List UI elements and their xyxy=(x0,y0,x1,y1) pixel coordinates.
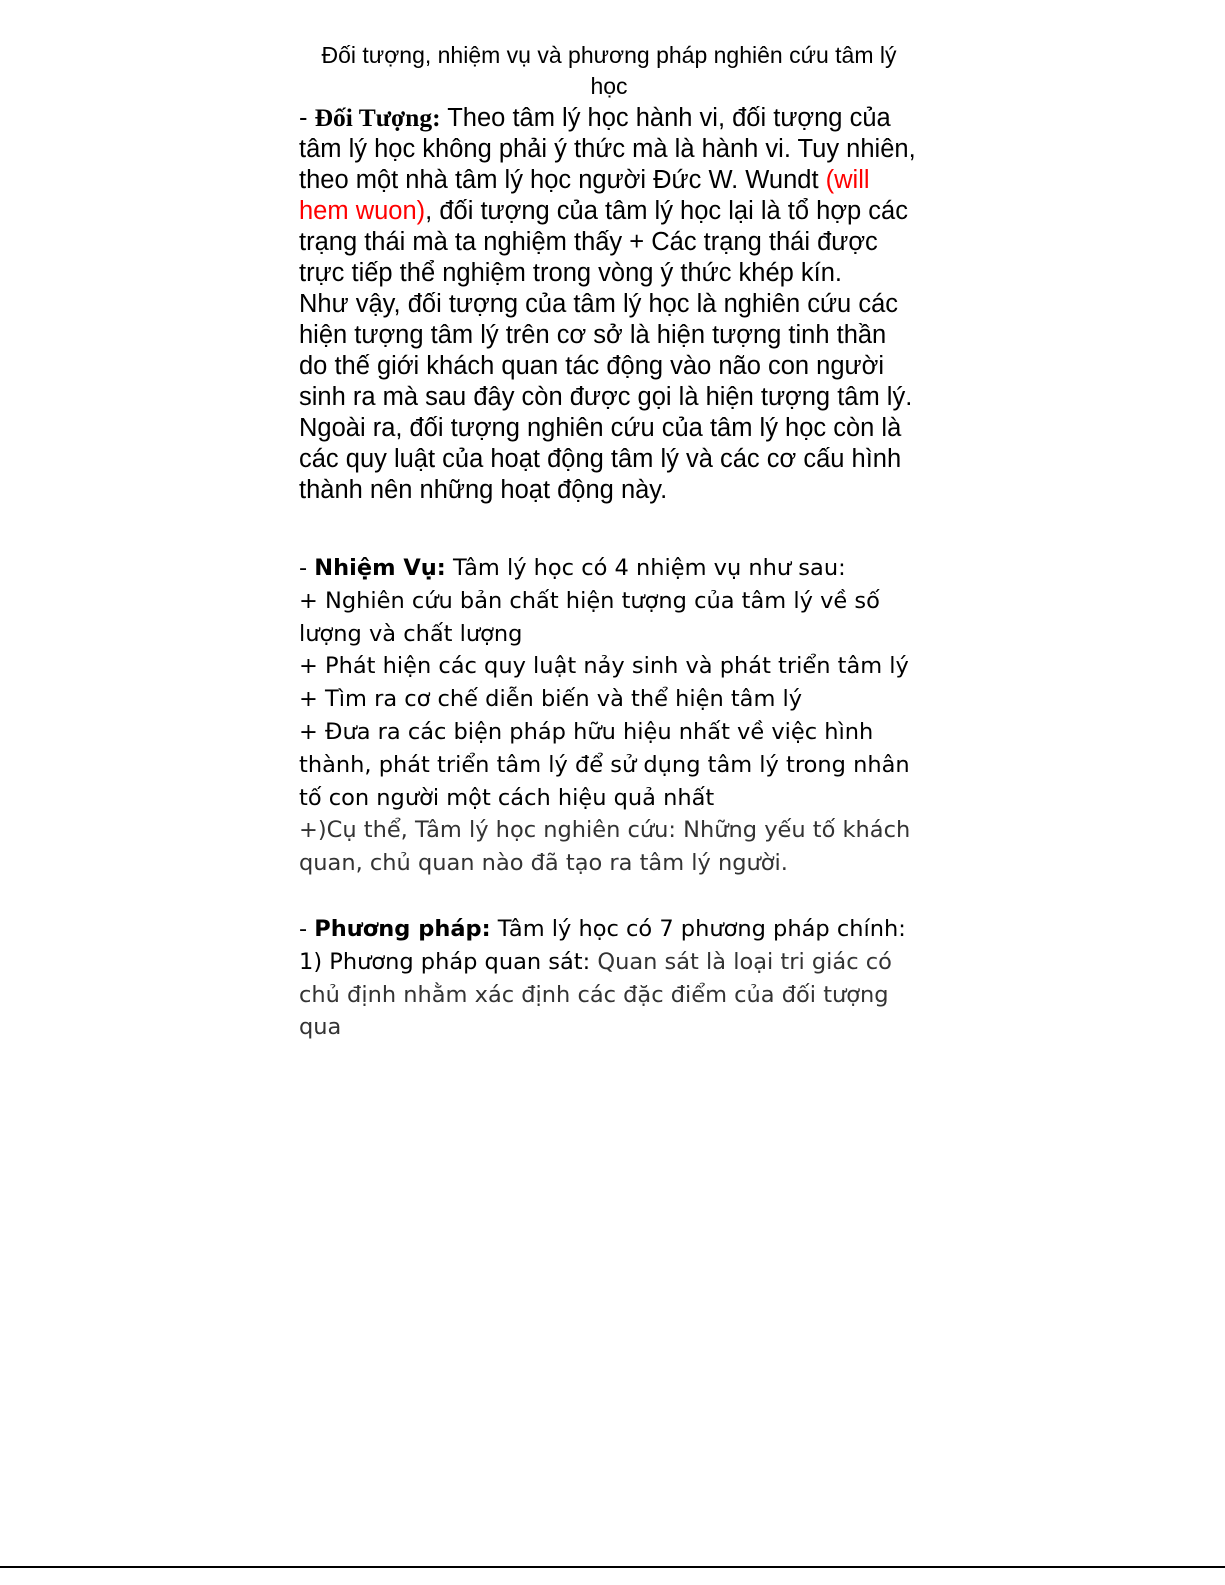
wundt-pronunciation: (will hem wuon) xyxy=(299,166,870,225)
doi-tuong-text-a: Theo tâm lý học hành vi, đối tượng của tâm lý học không phải ý thức mà là hành vi. Tuy nhiên, theo một nhà tâm lý học người Đức W. Wundt xyxy=(299,104,916,194)
list-item: + Đưa ra các biện pháp hữu hiệu nhất về việc hình thành, phát triển tâm lý để sử dụng tâm lý trong nhân tố con người một cách hiệu quả nhất xyxy=(299,718,910,811)
method-1-label: 1) Phương pháp quan sát: xyxy=(299,948,591,975)
doi-tuong-paragraph-1 xyxy=(299,102,919,289)
spacer xyxy=(299,506,919,552)
doi-tuong-dash: - xyxy=(299,104,315,132)
nhiem-vu-dash: - xyxy=(299,555,315,581)
list-item: + Phát hiện các quy luật nảy sinh và phát triển tâm lý xyxy=(299,653,909,680)
nhiem-vu-label: Nhiệm Vụ: xyxy=(314,555,446,581)
section-phuong-phap xyxy=(299,913,919,1044)
doi-tuong-text-b: , đối tượng của tâm lý học lại là tổ hợp các trạng thái mà ta nghiệm thấy + Các trạng thái được trực tiếp thể nghiệm trong vòng ý thức khép kín. xyxy=(299,197,908,287)
page-title: Đối tượng, nhiệm vụ và phương pháp nghiên cứu tâm lý học xyxy=(321,42,897,99)
nhiem-vu-heading xyxy=(299,552,919,585)
doi-tuong-label: Đối Tượng: xyxy=(314,103,441,132)
nhiem-vu-specific: +)Cụ thể, Tâm lý học nghiên cứu: Những yếu tố khách quan, chủ quan nào đã tạo ra tâm lý người. xyxy=(299,817,911,877)
method-1-text: Quan sát là loại tri giác có chủ định nhằm xác định các đặc điểm của đối tượng qua xyxy=(299,948,892,1041)
spacer xyxy=(299,880,919,913)
phuong-phap-heading xyxy=(299,913,919,946)
method-1 xyxy=(299,946,919,1044)
list-item: + Nghiên cứu bản chất hiện tượng của tâm lý về số lượng và chất lượng xyxy=(299,587,880,647)
document-body xyxy=(299,40,919,1044)
doi-tuong-paragraph-2: Như vậy, đối tượng của tâm lý học là nghiên cứu các hiện tượng tâm lý trên cơ sở là hiện tượng tinh thần do thế giới khách quan tác động vào não con người sinh ra mà sau đây còn được gọi là hiện tượng tâm lý. Ngoài ra, đối tượng nghiên cứu của tâm lý học còn là các quy luật của hoạt động tâm lý và các cơ cấu hình thành nên những hoạt động này. xyxy=(299,290,913,504)
phuong-phap-label: Phương pháp: xyxy=(314,915,491,942)
section-nhiem-vu xyxy=(299,552,919,880)
phuong-phap-dash: - xyxy=(299,915,315,942)
page-bottom-border xyxy=(0,1566,1225,1568)
nhiem-vu-intro: Tâm lý học có 4 nhiệm vụ như sau: xyxy=(445,555,846,581)
section-doi-tuong xyxy=(299,102,919,506)
list-item: + Tìm ra cơ chế diễn biến và thể hiện tâm lý xyxy=(299,686,803,713)
phuong-phap-intro: Tâm lý học có 7 phương pháp chính: xyxy=(490,915,906,942)
